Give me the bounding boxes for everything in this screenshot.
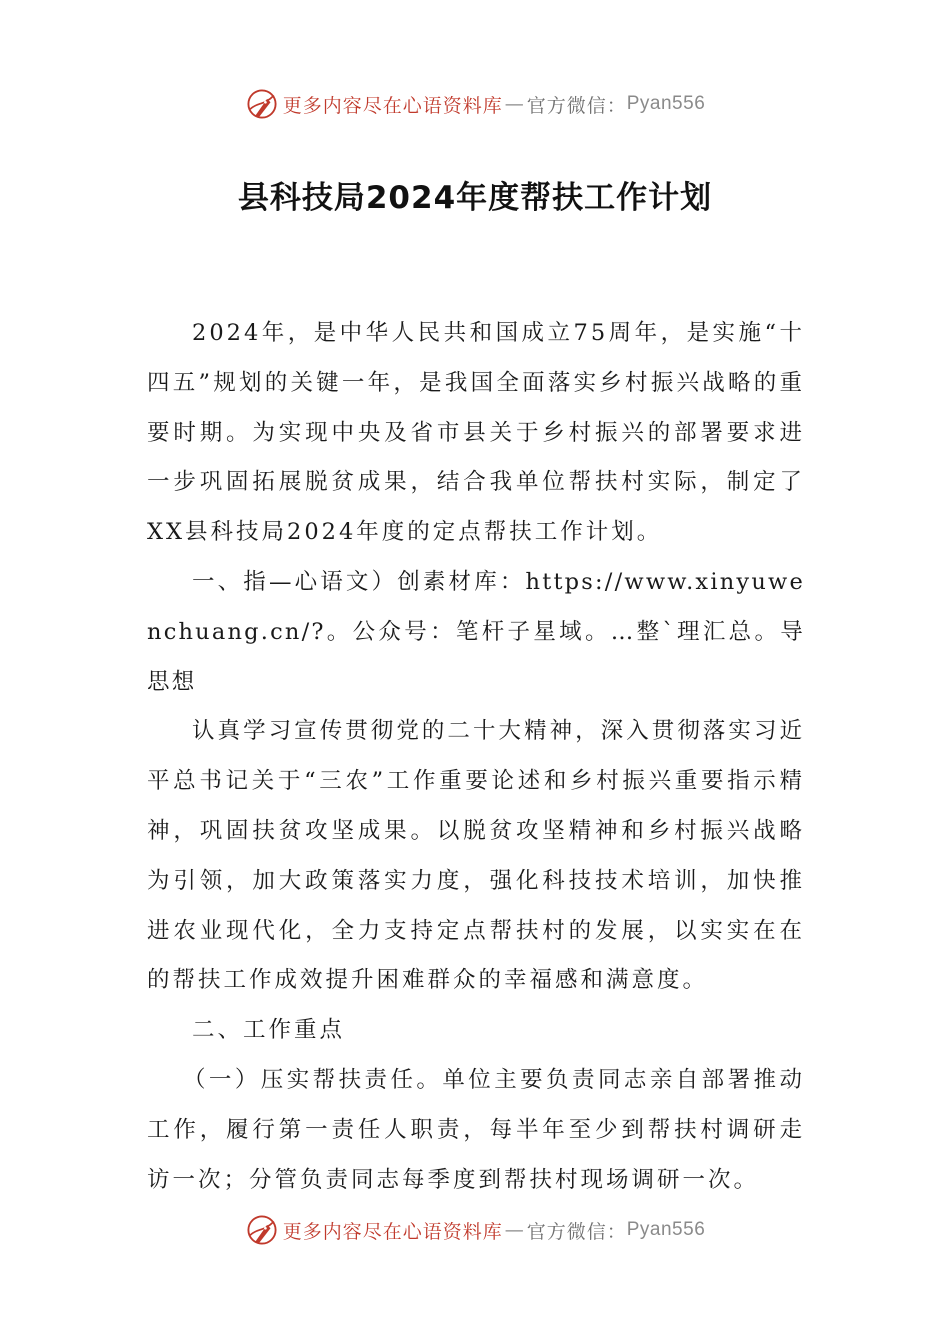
watermark-wechat-id: Pyan556 [626, 93, 706, 114]
watermark-wechat-label: 官方微信： [526, 1220, 627, 1243]
paragraph-section-two-heading: 二、工作重点 [192, 1017, 346, 1044]
pen-nib-logo-icon [245, 87, 279, 121]
pen-nib-logo-icon [245, 1213, 279, 1247]
watermark-wechat-label: 官方微信： [526, 94, 627, 117]
paragraph-guiding-ideology: 认真学习宣传贯彻党的二十大精神，深入贯彻落实习近平总书记关于“三农”工作重要论述和乡村振兴重要指示精神，巩固扶贫攻坚成果。以脱贫攻坚精神和乡村振兴战略为引领，加大政策落实力度，强化科技技术培训，加快推进农业现代化，全力支持定点帮扶村的发展，以实实在在的帮扶工作成效提升困难群众的幸福感和满意度。 [147, 718, 805, 994]
paragraph-intro: 2024年，是中华人民共和国成立75周年，是实施“十四五”规划的关键一年，是我国全面落实乡村振兴战略的重要时期。为实现中央及省市县关于乡村振兴的部署要求进一步巩固拓展脱贫成果，结合我单位帮扶村实际，制定了XX县科技局2024年度的定点帮扶工作计划。 [147, 320, 805, 546]
header-watermark [0, 84, 950, 124]
watermark-brand: 更多内容尽在心语资料库 [282, 1220, 503, 1243]
footer-watermark [0, 1210, 950, 1250]
watermark-dash: — [504, 93, 525, 115]
document-title: 县科技局2024年度帮扶工作计划 [237, 180, 713, 216]
document-body [147, 309, 805, 1205]
watermark-brand: 更多内容尽在心语资料库 [282, 94, 503, 117]
paragraph-section-one-heading: 一、指—心语文）创素材库：https://www.xinyuwenchuang.cn/?。公众号：笔杆子星域。…整`理汇总。导思想 [147, 568, 805, 695]
watermark-wechat-id: Pyan556 [626, 1219, 706, 1240]
paragraph-responsibility: （一）压实帮扶责任。单位主要负责同志亲自部署推动工作，履行第一责任人职责，每半年至少到帮扶村调研走访一次；分管负责同志每季度到帮扶村现场调研一次。 [147, 1066, 805, 1193]
watermark-dash: — [504, 1219, 525, 1241]
